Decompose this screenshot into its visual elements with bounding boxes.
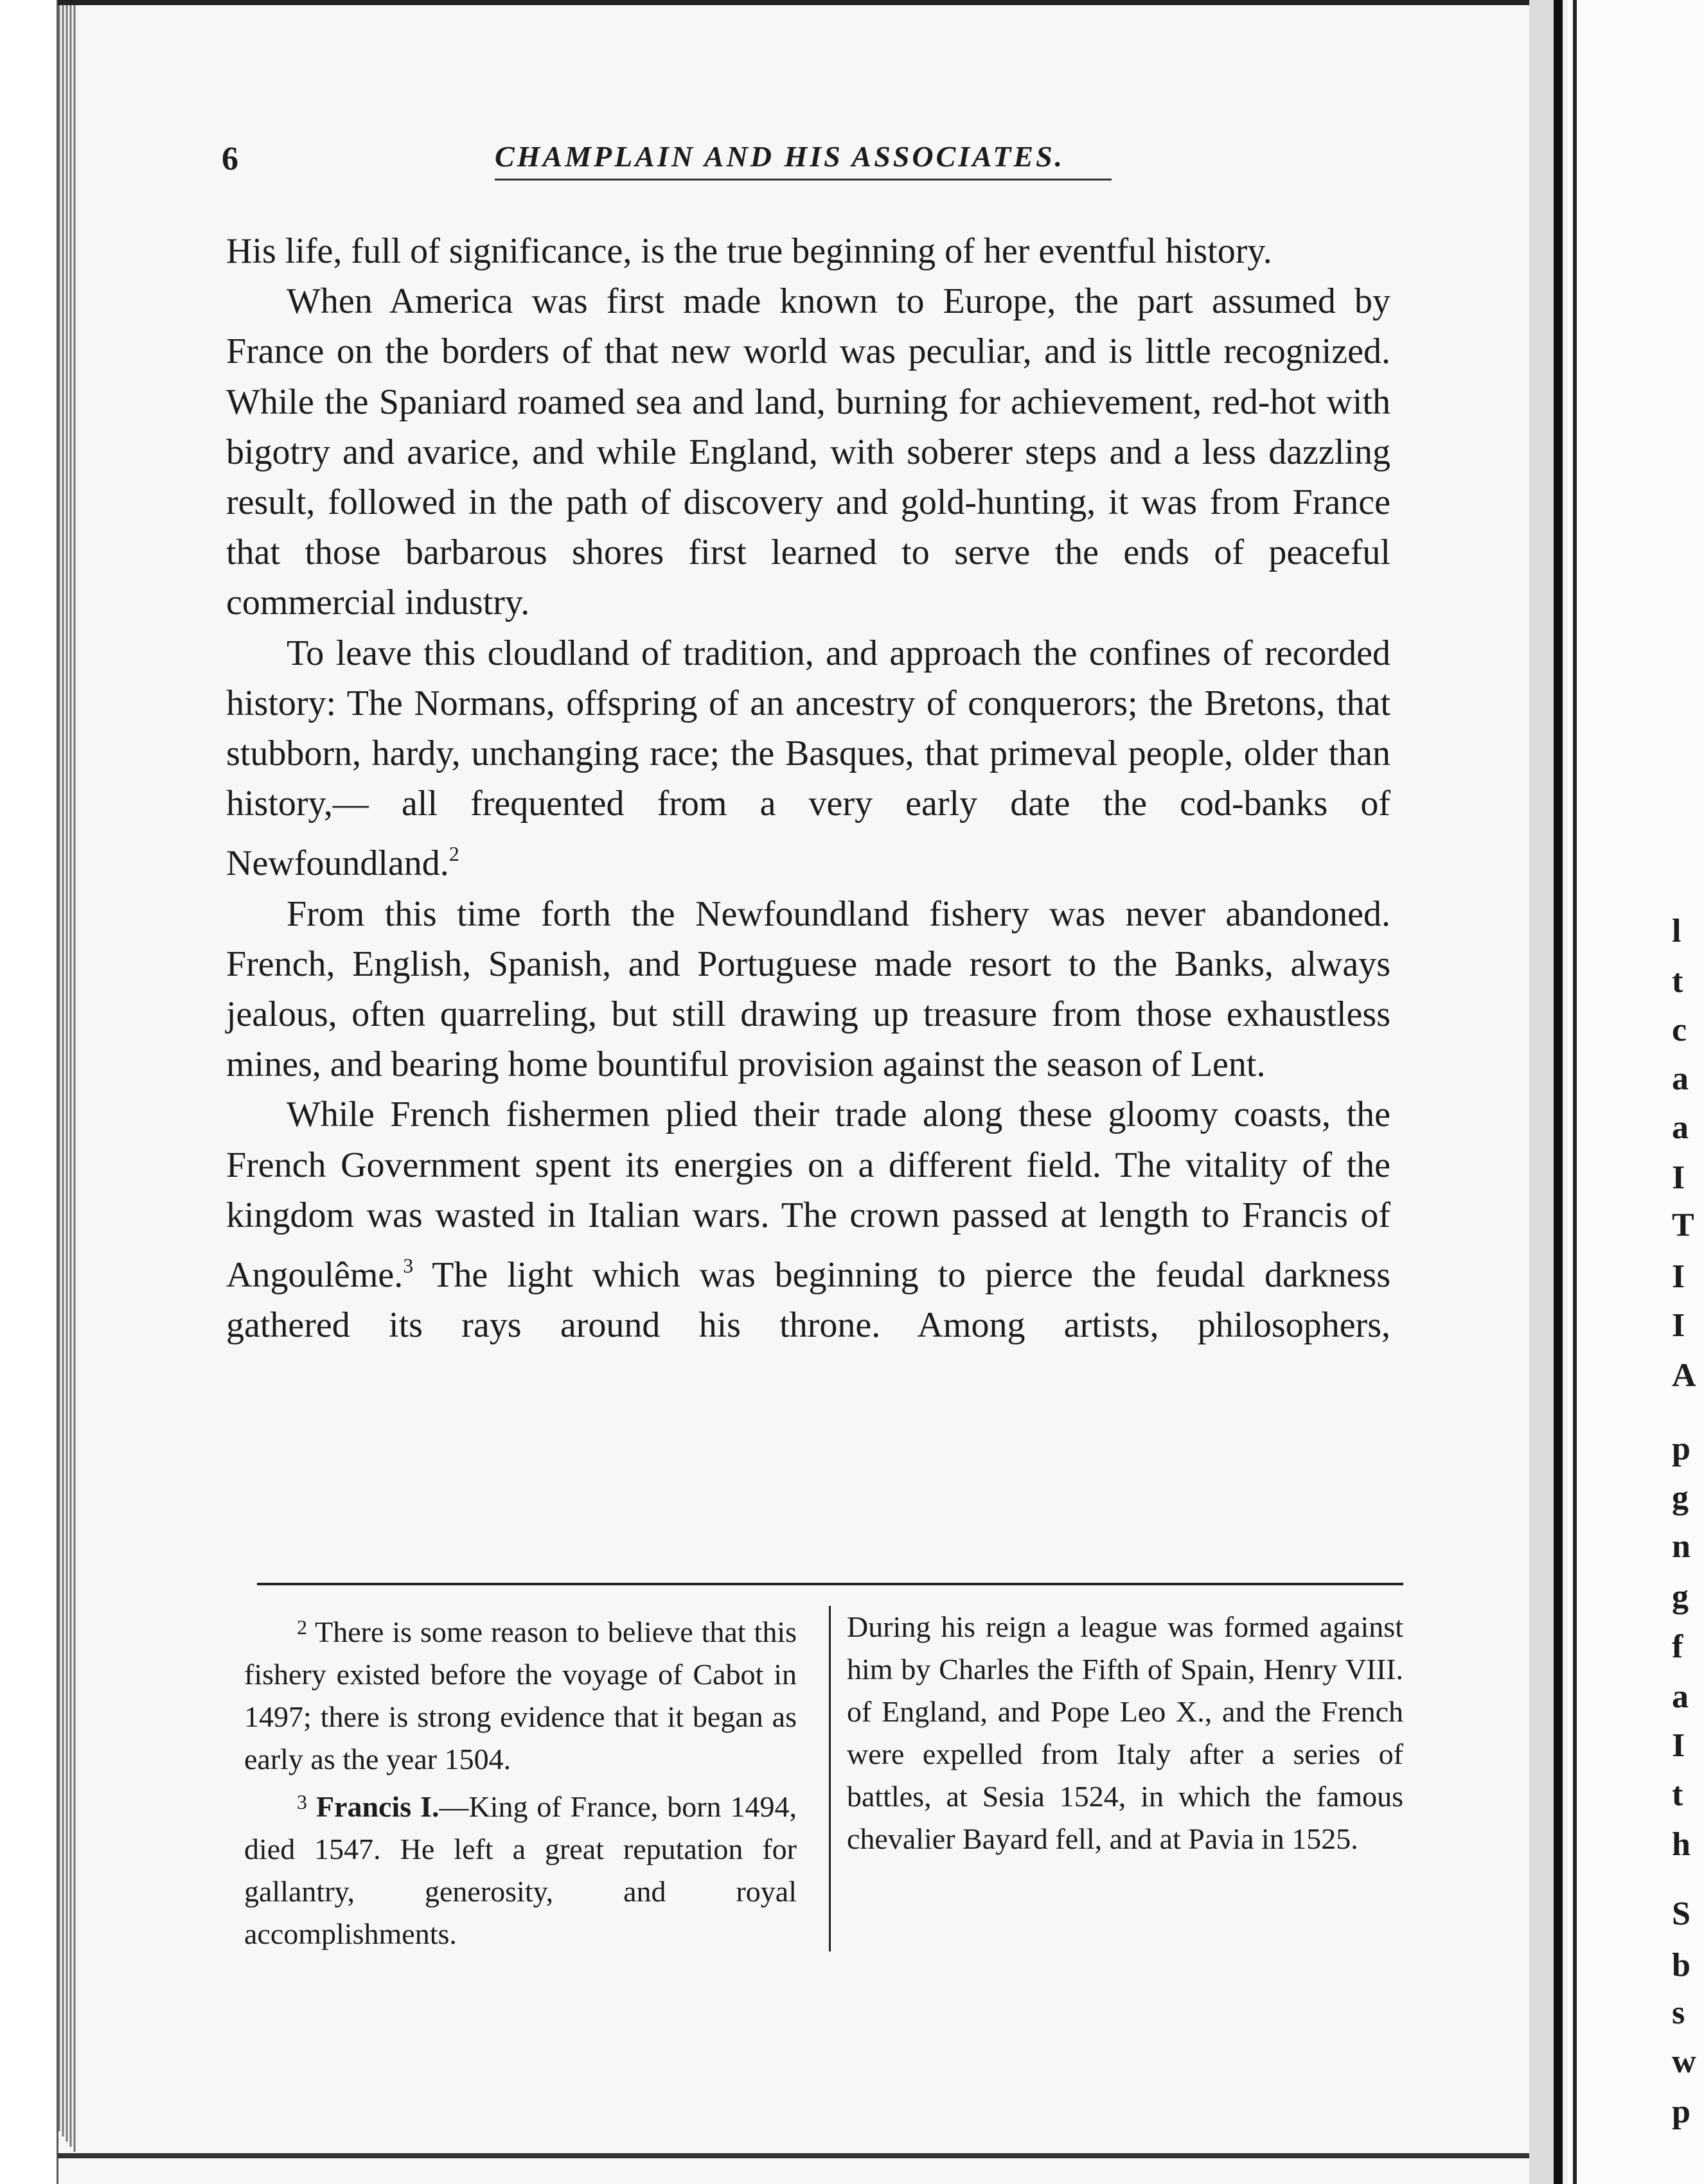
edge-letter: h: [1672, 1826, 1691, 1863]
paragraph-3: [226, 628, 1390, 889]
facing-page-rule: [1573, 0, 1577, 2184]
edge-letter: a: [1672, 1109, 1689, 1146]
edge-letter: p: [1672, 1431, 1691, 1467]
edge-letter: a: [1672, 1061, 1689, 1097]
edge-letter: g: [1672, 1479, 1689, 1516]
footnote-separator: [257, 1583, 1403, 1585]
edge-letter: t: [1672, 1776, 1683, 1813]
footnote-2-marker: 2: [297, 1616, 307, 1639]
edge-letter: I: [1672, 1258, 1685, 1295]
footnote-3-continued: During his reign a league was formed against him by Charles the Fifth of Spain, Henry VIII. of England, and Pope Leo X., and the French were expelled from Italy after a series of battles, at Sesia 1524, in which the famous chevalier Bayard fell, and at Pavia in 1525.: [847, 1610, 1403, 1855]
running-head-rule: [495, 179, 1112, 181]
paragraph-2: When America was first made known to Europe, the part assumed by France on the borders of that new world was peculiar, and is little recognized. While the Spaniard roamed sea and land, burning for achievement, red-hot with bigotry and avarice, and while England, with soberer steps and a less dazzling result, followed in the path of discovery and gold-hunting, it was from France that those barbarous shores first learned to serve the ends of peaceful commercial industry.: [226, 281, 1390, 623]
edge-letter: A: [1672, 1357, 1696, 1394]
paragraph-5-text-b: The light which was beginning to pierce the feudal darkness gathered its rays around his throne. Among artists, philosophers,: [226, 1255, 1390, 1346]
page-number: 6: [222, 141, 238, 177]
footnote-3-name: Francis I.: [315, 1790, 439, 1823]
bottom-border: [58, 2153, 1555, 2158]
spine-line: [1554, 0, 1563, 2184]
edge-letter: T: [1672, 1207, 1694, 1244]
footnote-ref-3: 3: [403, 1254, 414, 1278]
edge-letter: I: [1672, 1159, 1685, 1196]
body-text: [226, 226, 1390, 1350]
footnote-2-text: There is some reason to believe that this fishery existed before the voyage of Cabot in 1497; there is strong evidence that it began as early as the year 1504.: [244, 1616, 797, 1775]
edge-letter: f: [1672, 1628, 1683, 1665]
footnote-ref-2: 2: [448, 842, 459, 866]
paragraph-4: From this time forth the Newfoundland fishery was never abandoned. French, English, Spanish, and Portuguese made resort to the Banks, always jealous, often quarreling, but still drawing up treasure from those exhaustless mines, and bearing home bountiful provision against the season of Lent.: [226, 894, 1390, 1085]
footnotes-left-column: [244, 1606, 797, 1955]
edge-letter: t: [1672, 963, 1683, 1000]
edge-letter: S: [1672, 1896, 1691, 1932]
paragraph-5-text-a: While French fishermen plied their trade along these gloomy coasts, the French Government spent its energies on a different field. The vitality of the kingdom was wasted in Italian wars. The crown passed at length to Francis of Angoulême.: [226, 1095, 1390, 1296]
edge-letter: a: [1672, 1678, 1689, 1715]
spine-gap: [1563, 0, 1568, 2184]
footnote-3: [244, 1781, 797, 1955]
facing-page-edge: [1671, 0, 1704, 2184]
edge-letter: I: [1672, 1307, 1685, 1344]
paragraph-3-text: To leave this cloudland of tradition, and approach the confines of recorded history: The Normans, offspring of an ancestry of conquerors; the Bretons, that stubborn, hardy, unchanging race; the Basques, that primeval people, older than history,— all frequented from a very early date the cod-banks of Newfoundland.: [226, 633, 1390, 884]
edge-letter: p: [1672, 2093, 1691, 2130]
footnote-column-divider: [829, 1606, 831, 1951]
edge-letter: b: [1672, 1947, 1691, 1984]
edge-letter: I: [1672, 1727, 1685, 1764]
edge-letter: l: [1672, 913, 1682, 949]
running-title: CHAMPLAIN AND HIS ASSOCIATES.: [495, 140, 1065, 173]
top-border: [58, 0, 1555, 5]
edge-letter: w: [1672, 2043, 1696, 2080]
footnote-3-text: —King of France, born 1494, died 1547. He left a great reputation for gallantry, generosity, and royal accomplishments.: [244, 1790, 797, 1950]
paragraph-5: [226, 1089, 1390, 1350]
edge-letter: n: [1672, 1528, 1691, 1565]
edge-letter: c: [1672, 1012, 1687, 1048]
footnote-2: [244, 1606, 797, 1781]
edge-letter: s: [1672, 1995, 1685, 2031]
footnotes-right-column: [847, 1606, 1403, 1860]
footnote-3-marker: 3: [297, 1790, 307, 1813]
left-border: [57, 0, 58, 2184]
paragraph-1: His life, full of significance, is the true beginning of her eventful history.: [226, 231, 1272, 271]
edge-letter: g: [1672, 1578, 1689, 1615]
